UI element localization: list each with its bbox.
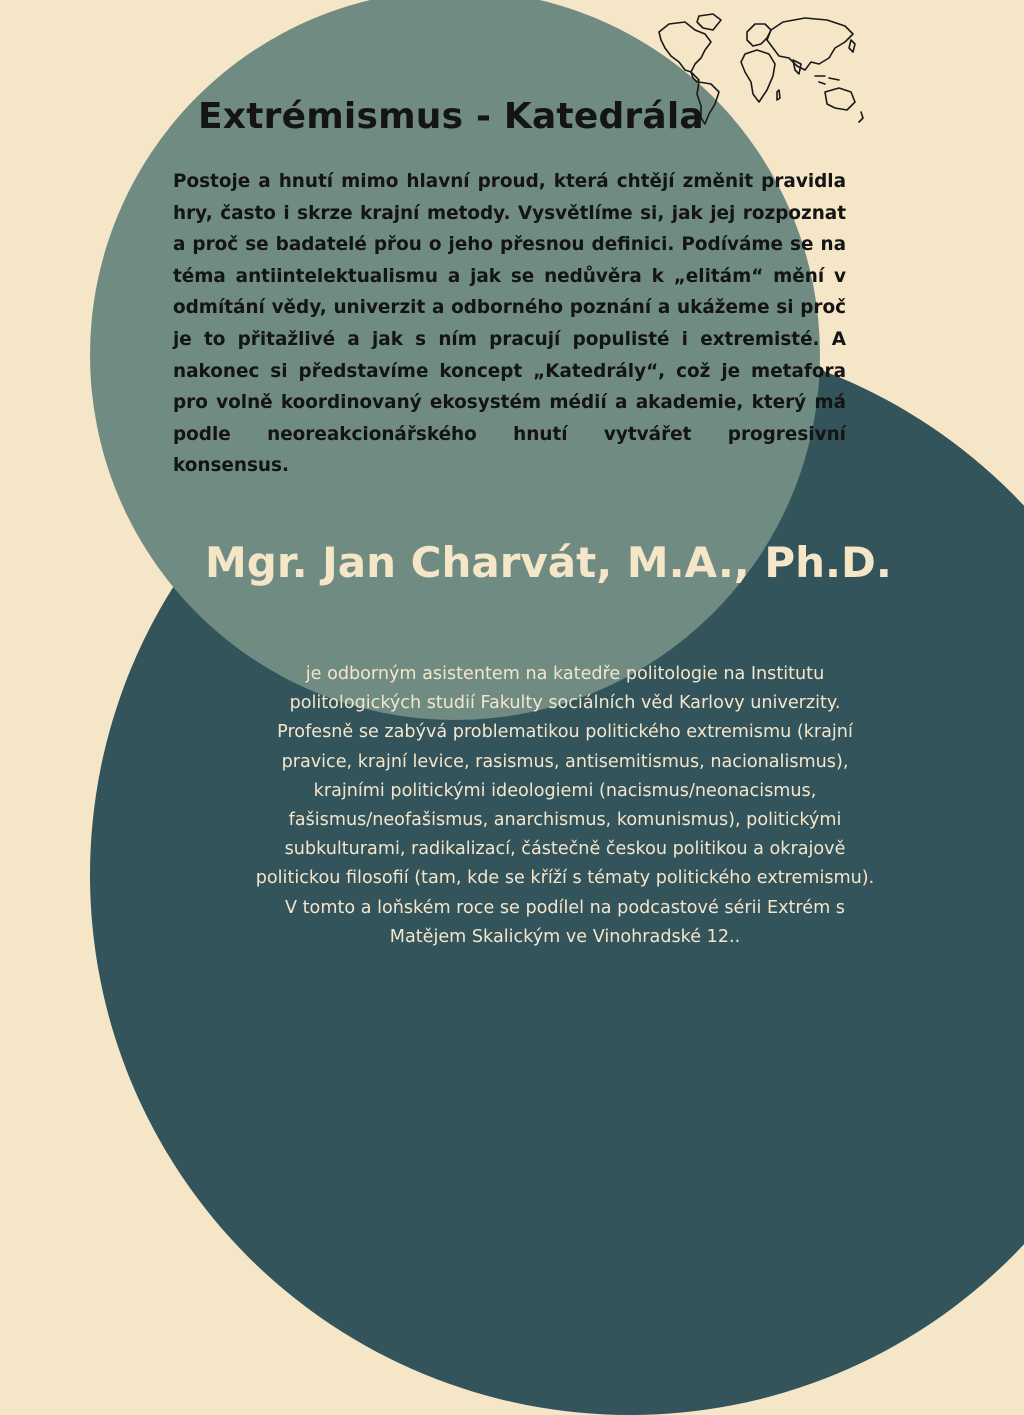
speaker-name: Mgr. Jan Charvát, M.A., Ph.D. <box>205 538 892 587</box>
speaker-bio: je odborným asistentem na katedře politologie na Institutu politologických studií Fakulty sociálních věd Karlovy univerzity. Profesně se zabývá problematikou politického extremismu (krajní pravice, krajní levice, rasismus, antisemitismus, nacionalismus), krajními politickými ideologiemi (nacismus/neonacismus, fašismus/neofašismus, anarchismus, komunismus), politickými subkulturami, radikalizací, částečně českou politikou a okrajově politickou filosofií (tam, kde se kříží s tématy politického extremismu). V tomto a loňském roce se podílel na podcastové sérii Extrém s Matějem Skalickým ve Vinohradské 12.. <box>255 664 875 947</box>
lecture-description: Postoje a hnutí mimo hlavní proud, která chtějí změnit pravidla hry, často i skrze krajní metody. Vysvětlíme si, jak jej rozpoznat a proč se badatelé přou o jeho přesnou definici. Podíváme se na téma antiintelektualismu a jak se nedůvěra k „elitám“ mění v odmítání vědy, univerzit a odborného poznání a ukážeme si proč je to přitažlivé a jak s ním pracují populisté i extremisté. A nakonec si představíme koncept „Katedrály“, což je metafora pro volně koordinovaný ekosystém médií a akademie, který má podle neoreakcionářského hnutí vytvářet progresivní konsensus. <box>173 171 846 477</box>
page-title: Extrémismus - Katedrála <box>198 96 704 137</box>
